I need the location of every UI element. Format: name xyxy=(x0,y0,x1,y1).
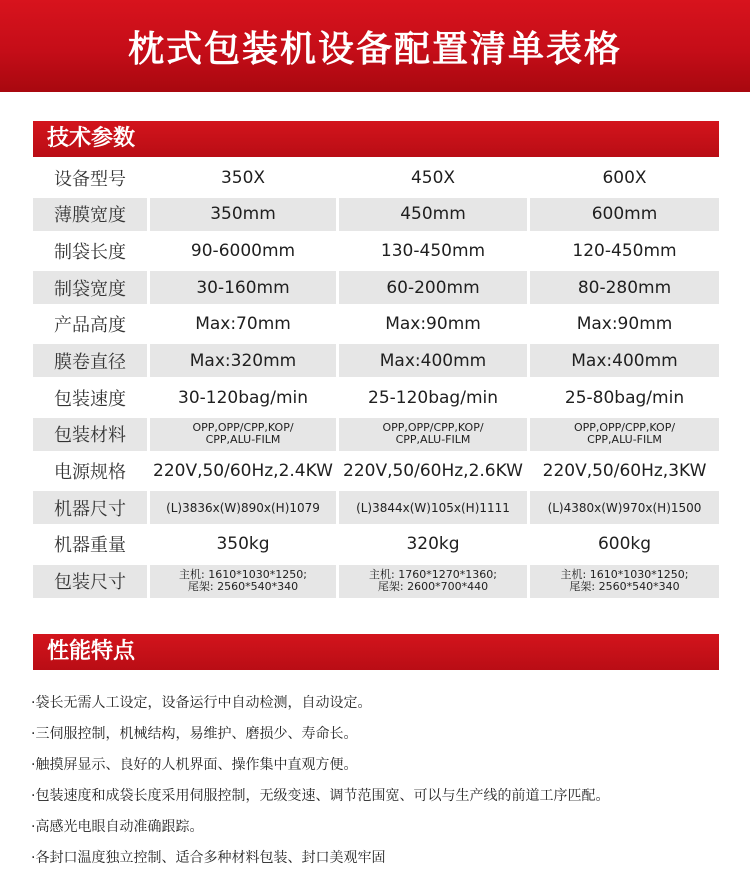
row-label: 制袋宽度 xyxy=(33,271,147,304)
table-row xyxy=(33,381,719,414)
row-label: 制袋长度 xyxy=(33,234,147,267)
table-cell xyxy=(339,418,527,451)
tech-section-title: 技术参数 xyxy=(47,126,136,151)
row-label: 薄膜宽度 xyxy=(33,198,147,231)
table-row xyxy=(33,528,719,561)
table-row xyxy=(33,455,719,488)
cell-line: CPP,ALU-FILM xyxy=(395,433,471,447)
table-row xyxy=(33,418,719,451)
cell-line: CPP,ALU-FILM xyxy=(205,433,281,447)
table-cell: 120-450mm xyxy=(530,234,719,267)
feature-item: ·三伺服控制，机械结构，易维护、磨损少、寿命长。 xyxy=(31,726,358,742)
table-row xyxy=(33,198,719,231)
row-label: 包装尺寸 xyxy=(33,565,147,598)
table-cell: (L)4380x(W)970x(H)1500 xyxy=(530,491,719,524)
row-label: 膜卷直径 xyxy=(33,344,147,377)
cell-line: 主机: 1610*1030*1250; xyxy=(179,568,307,582)
cell-line: 主机: 1760*1270*1360; xyxy=(369,568,497,582)
table-cell: Max:400mm xyxy=(339,344,527,377)
feature-item: ·各封口温度独立控制、适合多种材料包装、封口美观牢固 xyxy=(31,850,386,866)
table-cell: 220V,50/60Hz,3KW xyxy=(530,455,719,488)
row-label: 电源规格 xyxy=(33,455,147,488)
row-label: 机器重量 xyxy=(33,528,147,561)
table-cell xyxy=(530,565,719,598)
table-row xyxy=(33,234,719,267)
feature-item: ·包装速度和成袋长度采用伺服控制，无级变速、调节范围宽、可以与生产线的前道工序匹配。 xyxy=(31,788,610,804)
table-row xyxy=(33,271,719,304)
page-title: 枕式包装机设备配置清单表格 xyxy=(127,28,622,70)
table-cell: 60-200mm xyxy=(339,271,527,304)
table-row xyxy=(33,344,719,377)
table-row xyxy=(33,308,719,341)
row-label: 产品高度 xyxy=(33,308,147,341)
spec-table xyxy=(33,161,719,601)
features-list xyxy=(31,688,731,874)
table-cell: 450mm xyxy=(339,198,527,231)
table-cell: 25-80bag/min xyxy=(530,381,719,414)
features-section-title: 性能特点 xyxy=(47,639,136,664)
table-cell: 30-160mm xyxy=(150,271,336,304)
table-cell: 320kg xyxy=(339,528,527,561)
cell-line: 尾架: 2560*540*340 xyxy=(187,580,299,594)
cell-line: 主机: 1610*1030*1250; xyxy=(560,568,689,582)
row-label: 机器尺寸 xyxy=(33,491,147,524)
feature-item: ·触摸屏显示、良好的人机界面、操作集中直观方便。 xyxy=(31,757,358,773)
table-cell: (L)3844x(W)105x(H)1111 xyxy=(339,491,527,524)
cell-line: 尾架: 2560*540*340 xyxy=(569,580,680,594)
table-cell: 350kg xyxy=(150,528,336,561)
table-cell: 450X xyxy=(339,161,527,194)
table-cell: 80-280mm xyxy=(530,271,719,304)
table-cell: Max:400mm xyxy=(530,344,719,377)
table-cell xyxy=(339,565,527,598)
row-label: 包装速度 xyxy=(33,381,147,414)
table-cell: 350X xyxy=(150,161,336,194)
cell-line: OPP,OPP/CPP,KOP/ xyxy=(192,421,294,435)
title-banner xyxy=(0,0,750,92)
table-cell: 25-120bag/min xyxy=(339,381,527,414)
table-cell: Max:320mm xyxy=(150,344,336,377)
table-row xyxy=(33,161,719,194)
table-cell: 220V,50/60Hz,2.4KW xyxy=(150,455,336,488)
table-row xyxy=(33,491,719,524)
table-cell: 30-120bag/min xyxy=(150,381,336,414)
cell-line: CPP,ALU-FILM xyxy=(587,433,662,447)
feature-item: ·高感光电眼自动准确跟踪。 xyxy=(31,819,204,835)
cell-line: 尾架: 2600*700*440 xyxy=(377,580,489,594)
table-cell: (L)3836x(W)890x(H)1079 xyxy=(150,491,336,524)
row-label: 包装材料 xyxy=(33,418,147,451)
table-cell: 130-450mm xyxy=(339,234,527,267)
table-cell xyxy=(530,418,719,451)
features-section-header xyxy=(33,634,719,670)
table-cell: Max:70mm xyxy=(150,308,336,341)
table-cell xyxy=(150,418,336,451)
table-row xyxy=(33,565,719,598)
feature-item: ·袋长无需人工设定，设备运行中自动检测，自动设定。 xyxy=(31,695,372,711)
tech-section-header xyxy=(33,121,719,157)
row-label: 设备型号 xyxy=(33,161,147,194)
table-cell: 600kg xyxy=(530,528,719,561)
table-cell: 600mm xyxy=(530,198,719,231)
table-cell: 350mm xyxy=(150,198,336,231)
table-cell: 90-6000mm xyxy=(150,234,336,267)
cell-line: OPP,OPP/CPP,KOP/ xyxy=(382,421,484,435)
table-cell: 600X xyxy=(530,161,719,194)
table-cell xyxy=(150,565,336,598)
table-cell: 220V,50/60Hz,2.6KW xyxy=(339,455,527,488)
cell-line: OPP,OPP/CPP,KOP/ xyxy=(573,421,676,435)
table-cell: Max:90mm xyxy=(339,308,527,341)
table-cell: Max:90mm xyxy=(530,308,719,341)
